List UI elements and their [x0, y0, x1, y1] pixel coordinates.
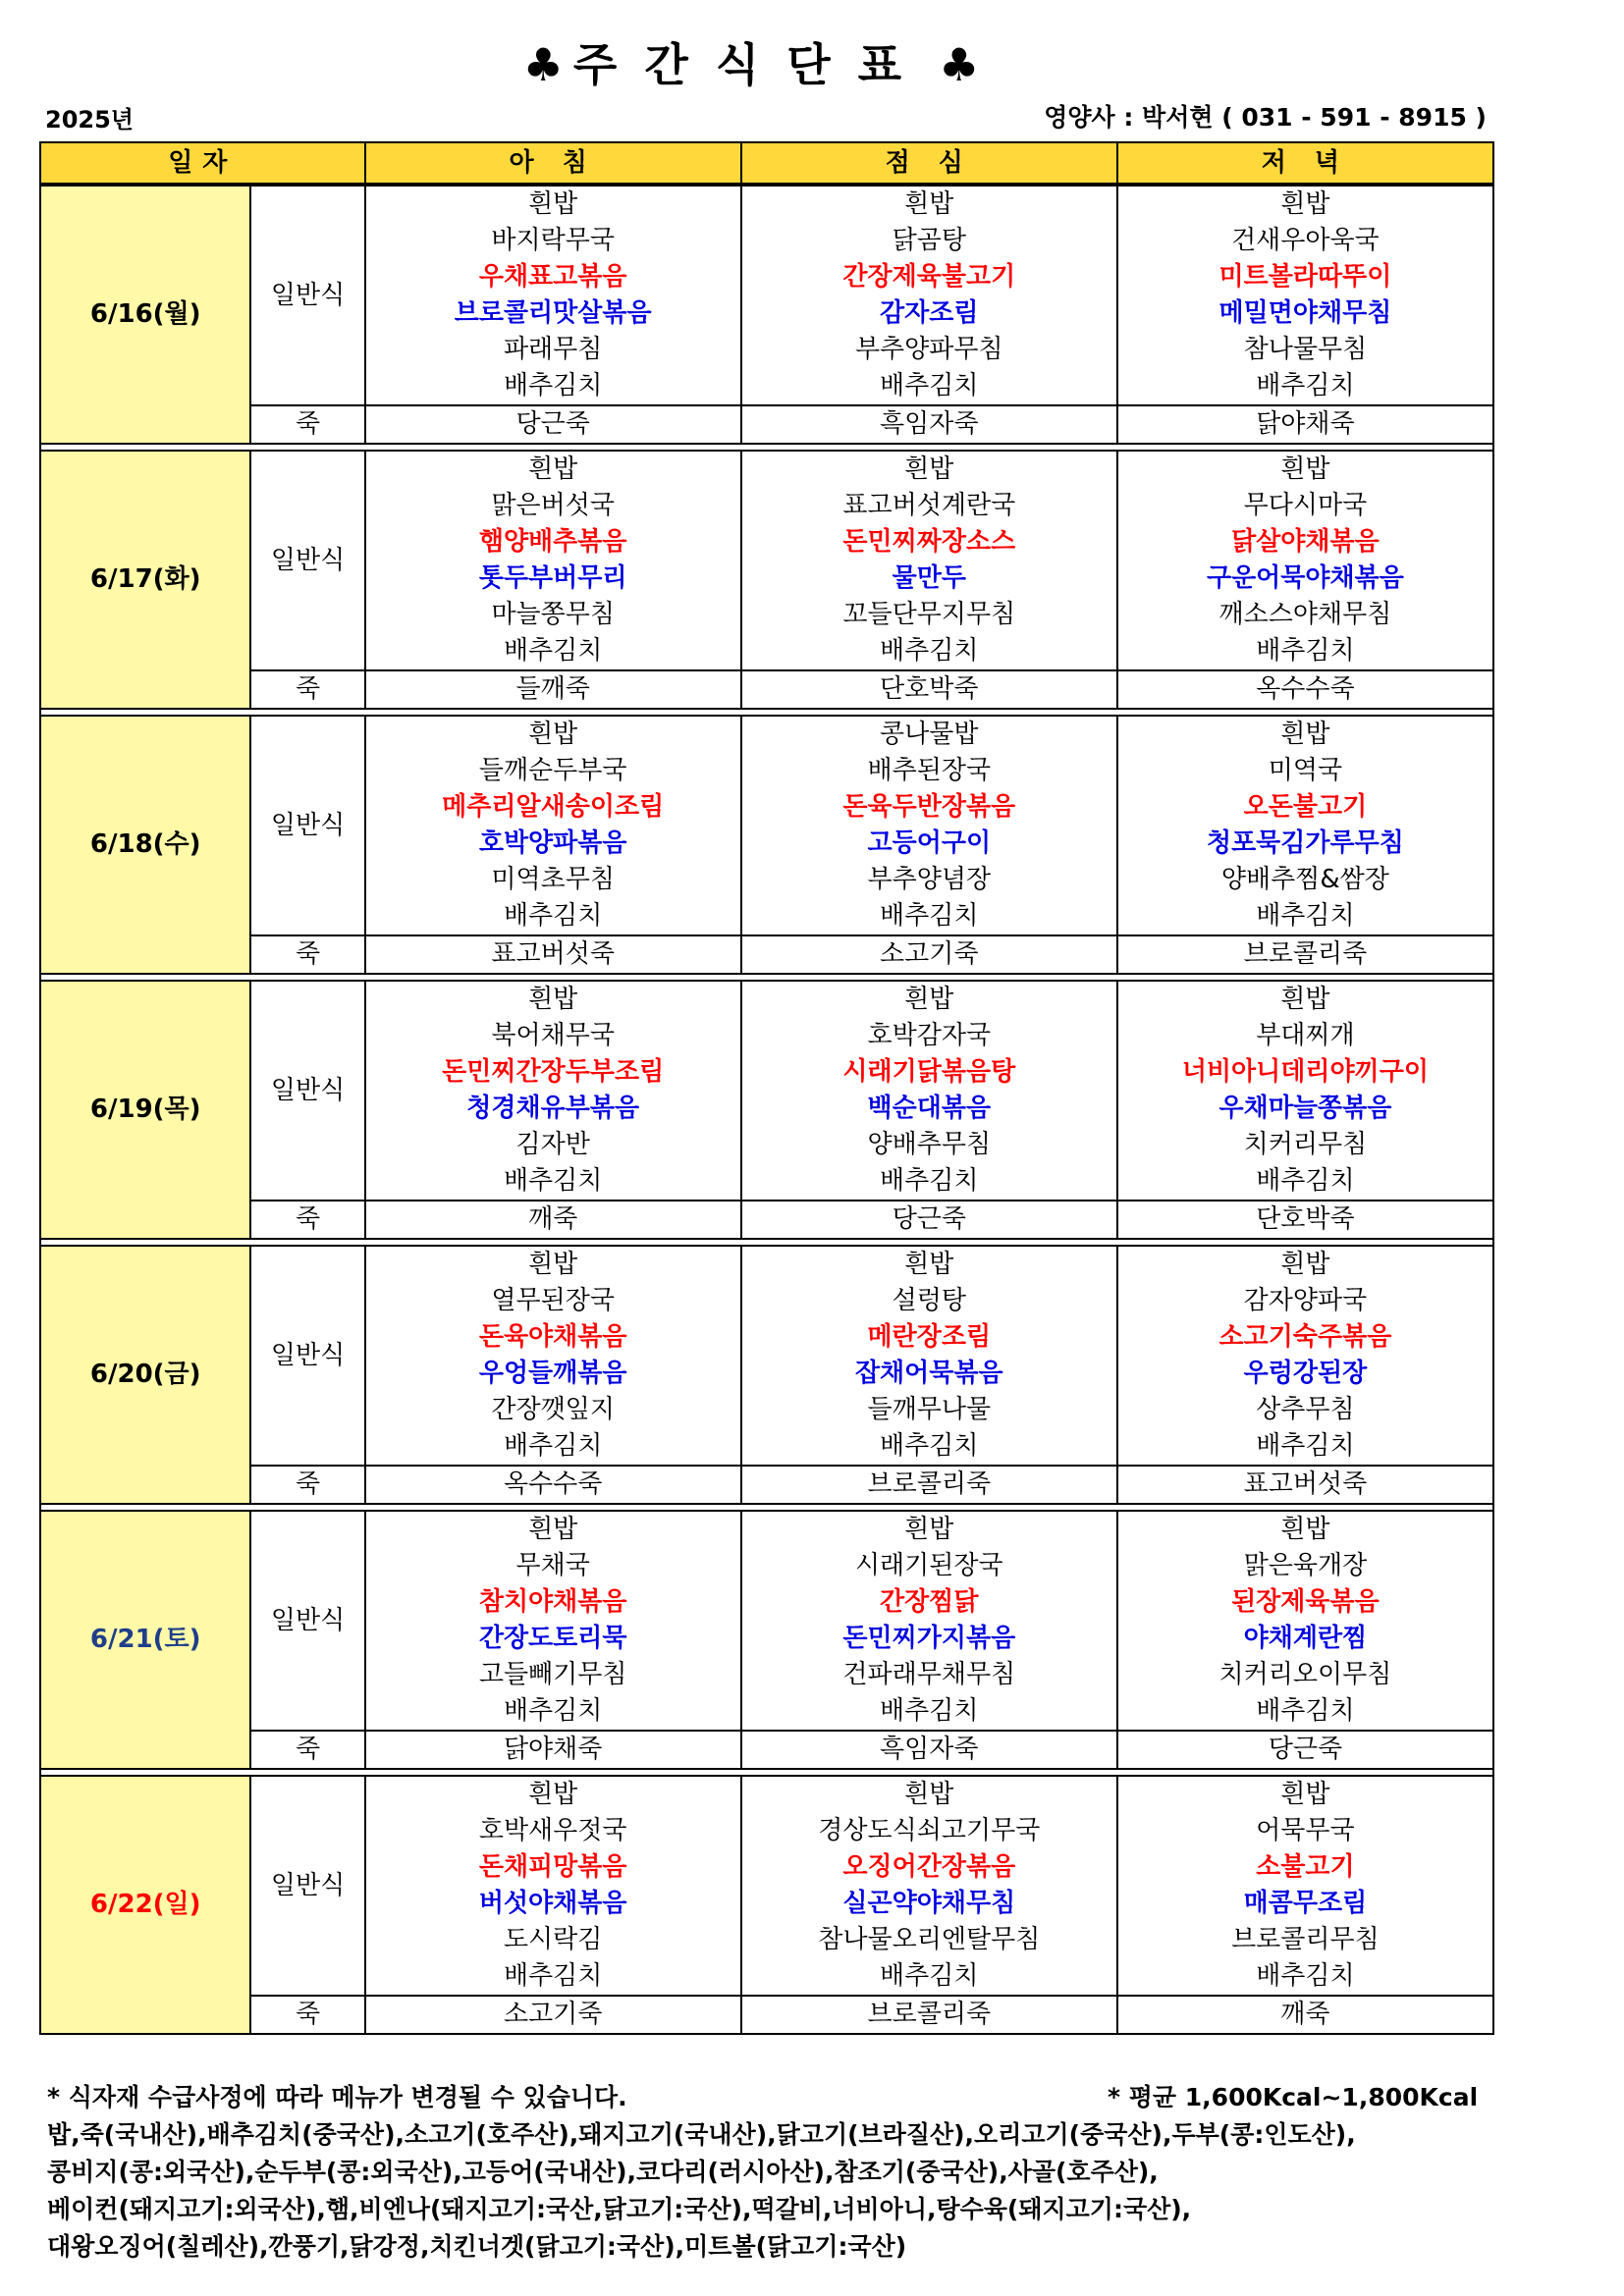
- breakfast-item: 브로콜리맛살볶음: [365, 295, 741, 332]
- breakfast-item: 배추김치: [365, 368, 741, 405]
- lunch-item: 실곤약야채무침: [741, 1886, 1117, 1922]
- breakfast-item: 흰밥: [365, 1246, 741, 1283]
- dinner-item: 깨소스야채무침: [1117, 597, 1493, 633]
- day-date: 6/17(화): [40, 451, 250, 709]
- dinner-item: 배추김치: [1117, 898, 1493, 935]
- dinner-item: 흰밥: [1117, 1776, 1493, 1813]
- breakfast-porridge: 표고버섯죽: [365, 935, 741, 974]
- day-separator: [40, 709, 1493, 716]
- dinner-item: 미트볼라따뚜이: [1117, 259, 1493, 295]
- header-date: 일자: [40, 142, 365, 185]
- breakfast-item: 배추김치: [365, 1958, 741, 1996]
- dinner-item: 흰밥: [1117, 1511, 1493, 1548]
- change-notice: * 식자재 수급사정에 따라 메뉴가 변경될 수 있습니다.: [47, 2083, 627, 2111]
- dinner-item: 부대찌개: [1117, 1018, 1493, 1054]
- lunch-item: 표고버섯계란국: [741, 488, 1117, 524]
- dinner-item: 상추무침: [1117, 1392, 1493, 1428]
- dinner-item: 우렁강된장: [1117, 1356, 1493, 1392]
- lunch-porridge: 흑임자죽: [741, 1731, 1117, 1769]
- breakfast-item: 햄양배추볶음: [365, 524, 741, 561]
- breakfast-item: 우채표고볶음: [365, 259, 741, 295]
- dinner-item: 치커리오이무침: [1117, 1657, 1493, 1693]
- lunch-item: 배추김치: [741, 1693, 1117, 1731]
- table-row: [40, 716, 1493, 753]
- meal-type-porridge: 죽: [250, 670, 364, 709]
- dinner-item: 오돈불고기: [1117, 789, 1493, 826]
- breakfast-porridge: 옥수수죽: [365, 1466, 741, 1504]
- porridge-row: [40, 935, 1493, 974]
- lunch-item: 양배추무침: [741, 1127, 1117, 1163]
- breakfast-item: 참치야채볶음: [365, 1584, 741, 1621]
- dinner-item: 치커리무침: [1117, 1127, 1493, 1163]
- table-row: [40, 451, 1493, 488]
- lunch-item: 간장찜닭: [741, 1584, 1117, 1621]
- lunch-item: 꼬들단무지무침: [741, 597, 1117, 633]
- breakfast-porridge: 당근죽: [365, 405, 741, 444]
- dinner-porridge: 옥수수죽: [1117, 670, 1493, 709]
- lunch-item: 참나물오리엔탈무침: [741, 1922, 1117, 1958]
- lunch-item: 흰밥: [741, 451, 1117, 488]
- lunch-item: 부추양파무침: [741, 332, 1117, 368]
- dinner-item: 청포묵김가루무침: [1117, 826, 1493, 862]
- header-breakfast: 아 침: [365, 142, 741, 185]
- separator-cell: [40, 1769, 1493, 1776]
- title-text: 주간식단표: [572, 38, 930, 91]
- meal-type-regular: 일반식: [250, 1246, 364, 1466]
- breakfast-item: 톳두부버무리: [365, 561, 741, 597]
- dinner-porridge: 브로콜리죽: [1117, 935, 1493, 974]
- breakfast-item: 돈민찌간장두부조림: [365, 1054, 741, 1091]
- year-label: 2025년: [45, 106, 134, 133]
- lunch-item: 배추김치: [741, 1163, 1117, 1201]
- meal-type-porridge: 죽: [250, 1731, 364, 1769]
- dinner-item: 우채마늘쫑볶음: [1117, 1091, 1493, 1127]
- breakfast-item: 배추김치: [365, 1163, 741, 1201]
- dinner-item: 배추김치: [1117, 1428, 1493, 1466]
- breakfast-item: 흰밥: [365, 716, 741, 753]
- lunch-item: 닭곰탕: [741, 223, 1117, 259]
- table-row: [40, 1511, 1493, 1548]
- dinner-porridge: 단호박죽: [1117, 1201, 1493, 1239]
- breakfast-item: 돈채피망볶음: [365, 1849, 741, 1886]
- breakfast-item: 배추김치: [365, 1428, 741, 1466]
- dinner-item: 배추김치: [1117, 1958, 1493, 1996]
- breakfast-item: 메추리알새송이조림: [365, 789, 741, 826]
- breakfast-item: 파래무침: [365, 332, 741, 368]
- breakfast-item: 흰밥: [365, 451, 741, 488]
- dinner-porridge: 깨죽: [1117, 1996, 1493, 2034]
- breakfast-item: 열무된장국: [365, 1283, 741, 1319]
- breakfast-item: 북어채무국: [365, 1018, 741, 1054]
- day-date: 6/22(일): [40, 1776, 250, 2034]
- porridge-row: [40, 1466, 1493, 1504]
- dinner-item: 흰밥: [1117, 451, 1493, 488]
- origin-line: 대왕오징어(칠레산),깐풍기,닭강정,치킨너겟(닭고기:국산),미트볼(닭고기:국산): [47, 2232, 907, 2261]
- dinner-item: 소불고기: [1117, 1849, 1493, 1886]
- dinner-item: 양배추찜&쌈장: [1117, 862, 1493, 898]
- day-separator: [40, 444, 1493, 451]
- breakfast-item: 흰밥: [365, 981, 741, 1018]
- dinner-item: 브로콜리무침: [1117, 1922, 1493, 1958]
- dinner-item: 미역국: [1117, 753, 1493, 789]
- lunch-item: 고등어구이: [741, 826, 1117, 862]
- porridge-row: [40, 405, 1493, 444]
- lunch-item: 건파래무채무침: [741, 1657, 1117, 1693]
- meal-type-regular: 일반식: [250, 185, 364, 405]
- breakfast-item: 호박새우젓국: [365, 1813, 741, 1849]
- lunch-porridge: 흑임자죽: [741, 405, 1117, 444]
- dinner-item: 흰밥: [1117, 981, 1493, 1018]
- separator-cell: [40, 1239, 1493, 1246]
- lunch-item: 시래기닭볶음탕: [741, 1054, 1117, 1091]
- lunch-porridge: 브로콜리죽: [741, 1996, 1117, 2034]
- page-title: [0, 29, 1502, 94]
- breakfast-item: 김자반: [365, 1127, 741, 1163]
- dinner-item: 배추김치: [1117, 1163, 1493, 1201]
- lunch-item: 간장제육불고기: [741, 259, 1117, 295]
- dinner-item: 맑은육개장: [1117, 1548, 1493, 1584]
- separator-cell: [40, 709, 1493, 716]
- dinner-item: 메밀면야채무침: [1117, 295, 1493, 332]
- lunch-item: 잡채어묵볶음: [741, 1356, 1117, 1392]
- table-row: [40, 981, 1493, 1018]
- breakfast-item: 간장깻잎지: [365, 1392, 741, 1428]
- dinner-item: 어묵무국: [1117, 1813, 1493, 1849]
- dinner-porridge: 닭야채죽: [1117, 405, 1493, 444]
- separator-cell: [40, 1504, 1493, 1511]
- dinner-item: 건새우아욱국: [1117, 223, 1493, 259]
- dinner-item: 닭살야채볶음: [1117, 524, 1493, 561]
- dinner-item: 배추김치: [1117, 1693, 1493, 1731]
- lunch-item: 배추김치: [741, 633, 1117, 670]
- breakfast-item: 흰밥: [365, 1511, 741, 1548]
- breakfast-item: 배추김치: [365, 898, 741, 935]
- day-separator: [40, 1504, 1493, 1511]
- lunch-item: 배추김치: [741, 368, 1117, 405]
- breakfast-item: 무채국: [365, 1548, 741, 1584]
- dinner-porridge: 표고버섯죽: [1117, 1466, 1493, 1504]
- day-date: 6/19(목): [40, 981, 250, 1239]
- breakfast-item: 미역초무침: [365, 862, 741, 898]
- dinner-item: 흰밥: [1117, 716, 1493, 753]
- dinner-item: 배추김치: [1117, 633, 1493, 670]
- origin-line: 베이컨(돼지고기:외국산),햄,비엔나(돼지고기:국산,닭고기:국산),떡갈비,너비아니,탕수육(돼지고기:국산),: [47, 2195, 1192, 2223]
- breakfast-item: 흰밥: [365, 185, 741, 223]
- lunch-item: 백순대볶음: [741, 1091, 1117, 1127]
- day-date: 6/18(수): [40, 716, 250, 974]
- lunch-item: 설렁탕: [741, 1283, 1117, 1319]
- lunch-item: 배추김치: [741, 898, 1117, 935]
- lunch-item: 메란장조림: [741, 1319, 1117, 1356]
- breakfast-item: 버섯야채볶음: [365, 1886, 741, 1922]
- menu-table: [39, 141, 1494, 2035]
- lunch-item: 흰밥: [741, 1511, 1117, 1548]
- day-separator: [40, 1239, 1493, 1246]
- porridge-row: [40, 670, 1493, 709]
- lunch-item: 돈민찌가지볶음: [741, 1621, 1117, 1657]
- meal-type-regular: 일반식: [250, 716, 364, 935]
- lunch-item: 물만두: [741, 561, 1117, 597]
- lunch-item: 흰밥: [741, 981, 1117, 1018]
- average-kcal: * 평균 1,600Kcal~1,800Kcal: [1108, 2083, 1479, 2111]
- day-date: 6/21(토): [40, 1511, 250, 1769]
- lunch-porridge: 소고기죽: [741, 935, 1117, 974]
- club-icon: ♣: [522, 38, 564, 91]
- lunch-item: 흰밥: [741, 185, 1117, 223]
- lunch-item: 돈육두반장볶음: [741, 789, 1117, 826]
- lunch-item: 배추김치: [741, 1428, 1117, 1466]
- header-row: [40, 142, 1493, 185]
- porridge-row: [40, 1731, 1493, 1769]
- meal-type-regular: 일반식: [250, 1511, 364, 1731]
- lunch-item: 흰밥: [741, 1776, 1117, 1813]
- meal-type-porridge: 죽: [250, 935, 364, 974]
- lunch-porridge: 당근죽: [741, 1201, 1117, 1239]
- dinner-item: 구운어묵야채볶음: [1117, 561, 1493, 597]
- lunch-item: 흰밥: [741, 1246, 1117, 1283]
- breakfast-item: 도시락김: [365, 1922, 741, 1958]
- breakfast-item: 고들빼기무침: [365, 1657, 741, 1693]
- origin-line: 콩비지(콩:외국산),순두부(콩:외국산),고등어(국내산),코다리(러시아산),참조기(중국산),사골(호주산),: [47, 2158, 1159, 2186]
- dinner-item: 감자양파국: [1117, 1283, 1493, 1319]
- breakfast-item: 우엉들깨볶음: [365, 1356, 741, 1392]
- table-row: [40, 185, 1493, 223]
- club-icon: ♣: [939, 38, 980, 91]
- breakfast-item: 돈육야채볶음: [365, 1319, 741, 1356]
- breakfast-item: 청경채유부볶음: [365, 1091, 741, 1127]
- dinner-item: 소고기숙주볶음: [1117, 1319, 1493, 1356]
- day-separator: [40, 974, 1493, 981]
- breakfast-item: 간장도토리묵: [365, 1621, 741, 1657]
- dinner-item: 흰밥: [1117, 1246, 1493, 1283]
- breakfast-porridge: 닭야채죽: [365, 1731, 741, 1769]
- lunch-item: 배추된장국: [741, 753, 1117, 789]
- dinner-item: 흰밥: [1117, 185, 1493, 223]
- lunch-item: 부추양념장: [741, 862, 1117, 898]
- lunch-item: 감자조림: [741, 295, 1117, 332]
- dinner-item: 무다시마국: [1117, 488, 1493, 524]
- meal-type-porridge: 죽: [250, 1201, 364, 1239]
- dinner-item: 야채계란찜: [1117, 1621, 1493, 1657]
- lunch-item: 호박감자국: [741, 1018, 1117, 1054]
- table-row: [40, 1246, 1493, 1283]
- meal-type-regular: 일반식: [250, 451, 364, 670]
- breakfast-item: 들깨순두부국: [365, 753, 741, 789]
- breakfast-item: 배추김치: [365, 633, 741, 670]
- day-date: 6/20(금): [40, 1246, 250, 1504]
- meal-type-porridge: 죽: [250, 1466, 364, 1504]
- lunch-item: 들깨무나물: [741, 1392, 1117, 1428]
- table-row: [40, 1776, 1493, 1813]
- header-dinner: 저 녁: [1117, 142, 1493, 185]
- breakfast-item: 호박양파볶음: [365, 826, 741, 862]
- dinner-item: 된장제육볶음: [1117, 1584, 1493, 1621]
- lunch-porridge: 브로콜리죽: [741, 1466, 1117, 1504]
- day-date: 6/16(월): [40, 185, 250, 444]
- breakfast-porridge: 깨죽: [365, 1201, 741, 1239]
- dinner-item: 매콤무조림: [1117, 1886, 1493, 1922]
- notes: [47, 2079, 1579, 2266]
- lunch-item: 돈민찌짜장소스: [741, 524, 1117, 561]
- header-lunch: 점 심: [741, 142, 1117, 185]
- lunch-item: 배추김치: [741, 1958, 1117, 1996]
- meal-type-porridge: 죽: [250, 1996, 364, 2034]
- dinner-item: 너비아니데리야끼구이: [1117, 1054, 1493, 1091]
- dietitian-info: 영양사 : 박서현 ( 031 - 591 - 8915 ): [1044, 103, 1487, 132]
- lunch-item: 오징어간장볶음: [741, 1849, 1117, 1886]
- meal-type-regular: 일반식: [250, 981, 364, 1201]
- breakfast-item: 마늘쫑무침: [365, 597, 741, 633]
- lunch-item: 콩나물밥: [741, 716, 1117, 753]
- breakfast-item: 바지락무국: [365, 223, 741, 259]
- lunch-porridge: 단호박죽: [741, 670, 1117, 709]
- dinner-item: 참나물무침: [1117, 332, 1493, 368]
- lunch-item: 시래기된장국: [741, 1548, 1117, 1584]
- menu-body: [40, 185, 1493, 2034]
- origin-line: 밥,죽(국내산),배추김치(중국산),소고기(호주산),돼지고기(국내산),닭고기(브라질산),오리고기(중국산),두부(콩:인도산),: [47, 2120, 1356, 2149]
- breakfast-porridge: 소고기죽: [365, 1996, 741, 2034]
- dinner-item: 배추김치: [1117, 368, 1493, 405]
- meal-type-porridge: 죽: [250, 405, 364, 444]
- breakfast-porridge: 들깨죽: [365, 670, 741, 709]
- meal-type-regular: 일반식: [250, 1776, 364, 1996]
- lunch-item: 경상도식쇠고기무국: [741, 1813, 1117, 1849]
- separator-cell: [40, 974, 1493, 981]
- dinner-porridge: 당근죽: [1117, 1731, 1493, 1769]
- porridge-row: [40, 1996, 1493, 2034]
- porridge-row: [40, 1201, 1493, 1239]
- separator-cell: [40, 444, 1493, 451]
- breakfast-item: 배추김치: [365, 1693, 741, 1731]
- day-separator: [40, 1769, 1493, 1776]
- breakfast-item: 흰밥: [365, 1776, 741, 1813]
- breakfast-item: 맑은버섯국: [365, 488, 741, 524]
